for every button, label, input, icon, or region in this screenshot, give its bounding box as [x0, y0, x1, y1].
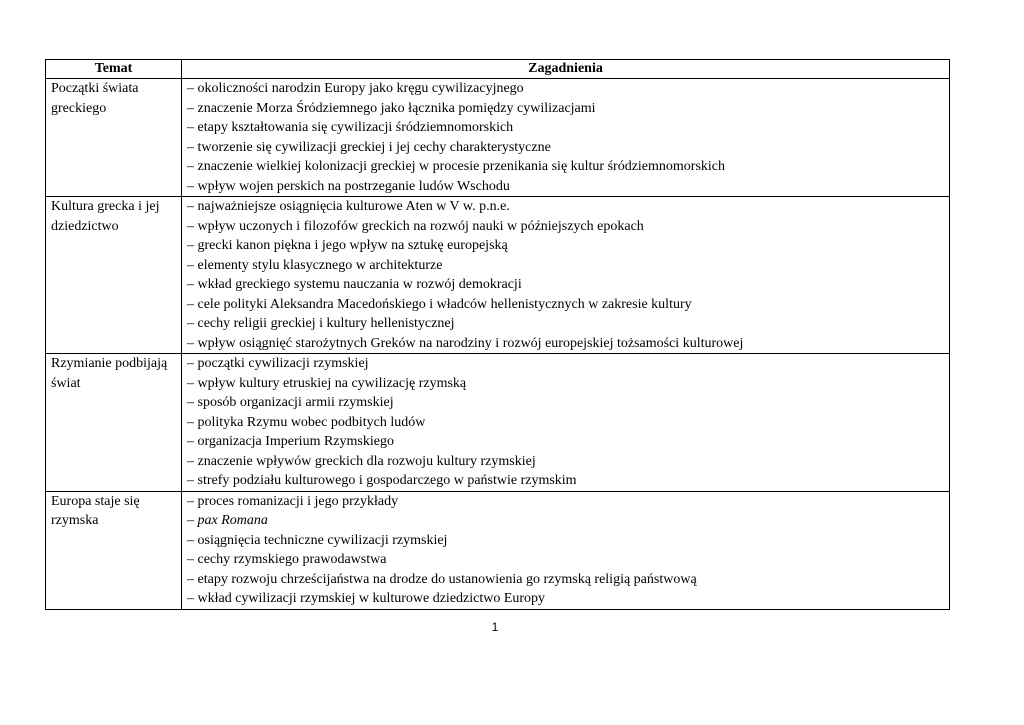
issue-dash: – — [187, 375, 198, 391]
issue-item — [187, 511, 945, 531]
issue-item — [187, 99, 945, 119]
issue-text: okoliczności narodzin Europy jako kręgu cywilizacyjnego — [197, 81, 524, 96]
issue-dash: – — [187, 139, 198, 155]
issue-dash: – — [187, 296, 198, 312]
issue-dash: – — [187, 513, 198, 528]
issues-cell — [182, 491, 950, 609]
issue-text: znaczenie Morza Śródziemnego jako łącznika pomiędzy cywilizacjami — [197, 100, 596, 116]
issue-text: wpływ wojen perskich na postrzeganie ludów Wschodu — [197, 178, 510, 194]
issue-item — [187, 256, 945, 276]
table-row — [46, 491, 950, 609]
issue-item — [187, 177, 945, 197]
issue-item — [187, 452, 945, 472]
issue-item — [187, 314, 945, 334]
issue-dash: – — [187, 532, 198, 548]
issue-dash: – — [187, 591, 198, 606]
issue-dash: – — [187, 277, 198, 292]
issue-dash: – — [187, 493, 198, 509]
issue-item — [187, 275, 945, 295]
issue-item — [187, 393, 945, 413]
issue-text: wpływ kultury etruskiej na cywilizację rzymską — [197, 375, 467, 391]
issue-dash: – — [187, 473, 198, 488]
issue-dash: – — [187, 571, 198, 587]
issue-item — [187, 471, 945, 491]
issue-text: grecki kanon piękna i jego wpływ na sztukę europejską — [197, 238, 508, 253]
issue-text: proces romanizacji i jego przykłady — [197, 493, 399, 509]
issue-dash: – — [187, 120, 198, 135]
topic-title: Europa staje się rzymska — [51, 493, 140, 528]
issue-text: strefy podziału kulturowego i gospodarczego w państwie rzymskim — [197, 473, 577, 488]
issue-item — [187, 197, 945, 217]
issue-text: elementy stylu klasycznego w architekturze — [197, 257, 443, 273]
issue-item — [187, 138, 945, 158]
issue-item — [187, 374, 945, 394]
issue-text: pax Romana — [197, 513, 268, 528]
issue-text: początki cywilizacji rzymskiej — [197, 356, 369, 371]
table-row — [46, 79, 950, 197]
issue-text: polityka Rzymu wobec podbitych ludów — [197, 414, 426, 430]
table-row — [46, 197, 950, 354]
page-number: 1 — [491, 620, 499, 634]
issue-dash: – — [187, 414, 198, 430]
issue-text: cele polityki Aleksandra Macedońskiego i władców hellenistycznych w zakresie kultury — [197, 296, 692, 312]
issue-text: cechy religii greckiej i kultury hellenistycznej — [197, 316, 455, 331]
issue-text: tworzenie się cywilizacji greckiej i jej cechy charakterystyczne — [197, 139, 551, 155]
issue-text: znaczenie wielkiej kolonizacji greckiej w procesie przenikania się kultur śródziemnomorskich — [197, 159, 726, 174]
topic-title: Kultura grecka i jej dziedzictwo — [51, 199, 160, 234]
issue-item — [187, 570, 945, 590]
issue-text: etapy rozwoju chrześcijaństwa na drodze do ustanowienia go rzymską religią państwową — [197, 571, 697, 587]
issue-dash: – — [187, 552, 198, 567]
issue-item — [187, 492, 945, 512]
issue-text: wkład cywilizacji rzymskiej w kulturowe dziedzictwo Europy — [197, 591, 546, 606]
issue-dash: – — [187, 178, 198, 194]
topic-cell — [46, 197, 182, 354]
issue-item — [187, 432, 945, 452]
issue-dash: – — [187, 100, 198, 116]
issue-text: wkład greckiego systemu nauczania w rozwój demokracji — [197, 277, 522, 292]
topic-cell — [46, 354, 182, 492]
topic-title: Rzymianie podbijają świat — [51, 356, 168, 391]
topic-cell — [46, 79, 182, 197]
issue-dash: – — [187, 395, 198, 410]
issue-dash: – — [187, 257, 198, 273]
issue-item — [187, 531, 945, 551]
issue-dash: – — [187, 434, 198, 449]
issue-dash: – — [187, 199, 198, 214]
topics-table — [45, 59, 950, 610]
issue-text: wpływ uczonych i filozofów greckich na rozwój nauki w późniejszych epokach — [197, 218, 644, 234]
issue-dash: – — [187, 238, 198, 253]
issue-item — [187, 118, 945, 138]
issue-text: osiągnięcia techniczne cywilizacji rzymskiej — [197, 532, 448, 548]
issue-text: sposób organizacji armii rzymskiej — [197, 395, 394, 410]
issue-dash: – — [187, 453, 198, 469]
topic-cell — [46, 491, 182, 609]
issues-cell — [182, 197, 950, 354]
issue-text: znaczenie wpływów greckich dla rozwoju kultury rzymskiej — [197, 453, 536, 469]
issue-item — [187, 217, 945, 237]
table-body — [46, 79, 950, 610]
issue-text: etapy kształtowania się cywilizacji śródziemnomorskich — [197, 120, 514, 135]
topic-title: Początki świata greckiego — [51, 81, 139, 116]
issue-text: najważniejsze osiągnięcia kulturowe Aten w V w. p.n.e. — [197, 199, 510, 214]
issue-dash: – — [187, 335, 198, 351]
issue-item — [187, 236, 945, 256]
issue-dash: – — [187, 316, 198, 331]
header-issues: Zagadnienia — [182, 60, 950, 79]
issue-item — [187, 79, 945, 99]
issue-dash: – — [187, 356, 198, 371]
issue-dash: – — [187, 81, 198, 96]
issue-text: wpływ osiągnięć starożytnych Greków na narodziny i rozwój europejskiej tożsamości kulturowej — [197, 335, 744, 351]
header-topic: Temat — [46, 60, 182, 79]
table-row — [46, 354, 950, 492]
issue-dash: – — [187, 159, 198, 174]
issue-text: cechy rzymskiego prawodawstwa — [197, 552, 387, 567]
issue-item — [187, 157, 945, 177]
table-header-row — [46, 60, 950, 79]
issue-item — [187, 334, 945, 354]
issue-item — [187, 354, 945, 374]
issue-item — [187, 413, 945, 433]
issues-cell — [182, 79, 950, 197]
issue-item — [187, 589, 945, 609]
issues-cell — [182, 354, 950, 492]
issue-dash: – — [187, 218, 198, 234]
issue-item — [187, 550, 945, 570]
issue-item — [187, 295, 945, 315]
issue-text: organizacja Imperium Rzymskiego — [197, 434, 394, 449]
